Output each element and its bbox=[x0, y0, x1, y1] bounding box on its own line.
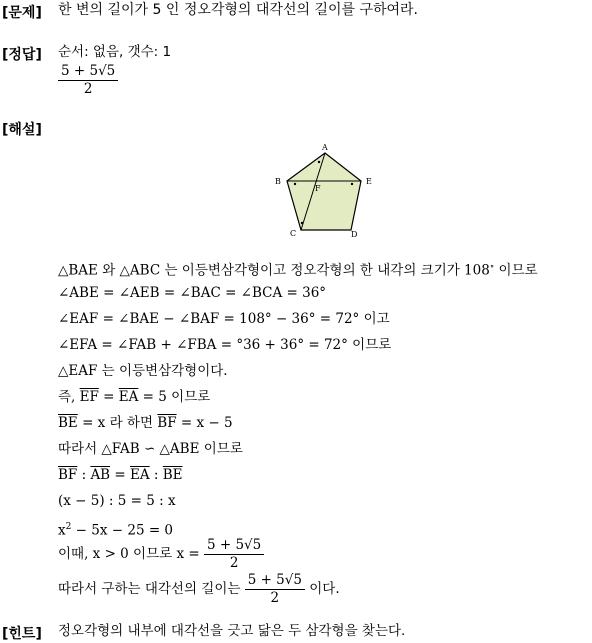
question-label: [문제] bbox=[2, 5, 42, 21]
hint-text: 정오각형의 내부에 대각선을 긋고 닮은 두 삼각형을 찾는다. bbox=[58, 623, 406, 639]
line12-numerator: 5 + 5√5 bbox=[204, 537, 264, 555]
explanation-line-4: ∠EFA = ∠FAB + ∠FBA = °36 + 36° = 72° 이므로 bbox=[58, 337, 392, 353]
explanation-label: [해설] bbox=[2, 122, 42, 138]
explanation-line-1: △BAE 와 △ABC 는 이등변삼각형이고 정오각형의 한 내각의 크기가 108∘ 이므로 bbox=[58, 262, 538, 279]
explanation-line-12: 이때, x > 0 이므로 x = $\frac{5 + 5√5}{2}$ bbox=[58, 537, 264, 572]
point-d-label: D bbox=[351, 230, 358, 239]
line13-denominator: 2 bbox=[270, 590, 280, 606]
pentagon-shape bbox=[287, 153, 361, 230]
explanation-line-3: ∠EAF = ∠BAE − ∠BAF = 108° − 36° = 72° 이고 bbox=[58, 311, 390, 327]
pentagon-figure bbox=[272, 140, 382, 240]
angle-mark-c bbox=[301, 222, 303, 224]
answer-fraction bbox=[58, 63, 118, 98]
angle-mark-b bbox=[294, 183, 296, 185]
explanation-line-9: $\overline{BF}$ : $\overline{AB} = \overline{EA}$ : $\overline{BE}$ bbox=[58, 467, 183, 483]
explanation-line-6: 즉, $\overline{EF} = \overline{EA} = 5$ 이므로 bbox=[58, 389, 211, 405]
point-c-label: C bbox=[290, 229, 297, 238]
explanation-line-2: ∠ABE = ∠AEB = ∠BAC = ∠BCA = 36° bbox=[58, 285, 327, 301]
point-f-label: F bbox=[315, 184, 321, 193]
answer-denominator: 2 bbox=[83, 81, 93, 97]
angle-mark-e bbox=[351, 183, 353, 185]
answer-numerator: 5 + 5√5 bbox=[58, 63, 118, 81]
explanation-line-5: △EAF 는 이등변삼각형이다. bbox=[58, 363, 228, 379]
explanation-line-8: 따라서 △FAB ∽ △ABE 이므로 bbox=[58, 441, 243, 457]
question-text: 한 변의 길이가 5 인 정오각형의 대각선의 길이를 구하여라. bbox=[58, 2, 419, 18]
explanation-line-7: $\overline{BE} = x$ 라 하면 $\overline{BF} = x - 5$ bbox=[58, 415, 233, 431]
explanation-line-10: (x − 5) : 5 = 5 : x bbox=[58, 493, 176, 509]
explanation-line-13: 따라서 구하는 대각선의 길이는 $\frac{5 + 5√5}{2}$ 이다. bbox=[58, 572, 340, 606]
answer-label: [정답] bbox=[2, 47, 42, 63]
answer-line: 순서: 없음, 갯수: 1 bbox=[58, 44, 172, 60]
point-b-label: B bbox=[275, 177, 281, 186]
hint-label: [힌트] bbox=[2, 626, 42, 642]
point-e-label: E bbox=[366, 177, 372, 186]
point-a-label: A bbox=[322, 143, 328, 152]
angle-mark-a bbox=[318, 161, 320, 163]
explanation-line-11: $x^2 - 5x - 25 = 0$ bbox=[58, 522, 174, 539]
line12-denominator: 2 bbox=[229, 555, 239, 571]
line13-numerator: 5 + 5√5 bbox=[245, 572, 305, 590]
